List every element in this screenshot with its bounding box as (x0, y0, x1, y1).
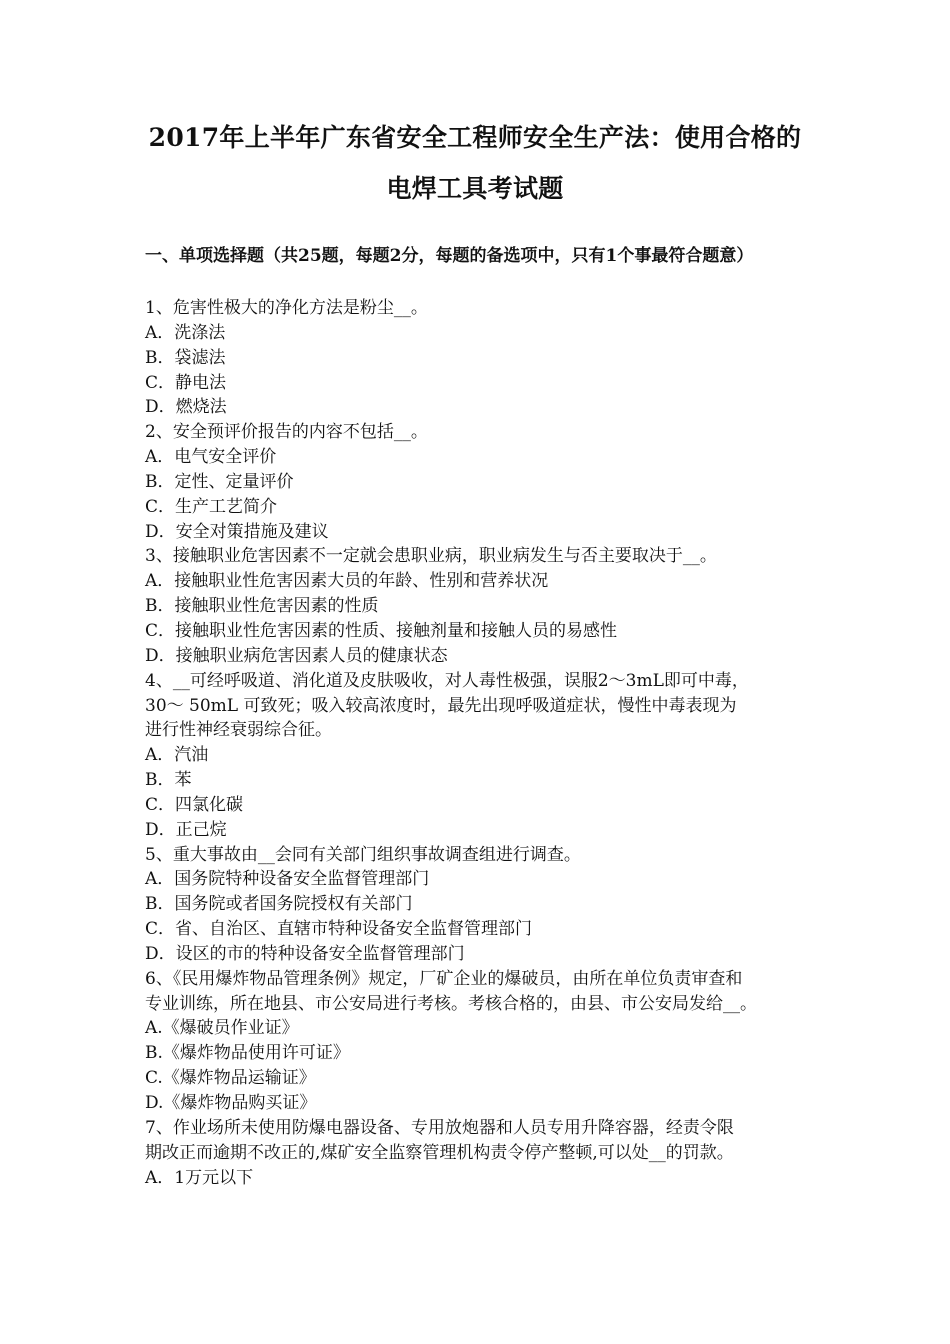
document-title (120, 112, 830, 214)
question-text: 30～ 50mL 可致死；吸入较高浓度时，最先出现呼吸道症状，慢性中毒表现为 (145, 695, 737, 716)
question-text: 7、作业场所未使用防爆电器设备、专用放炮器和人员专用升降容器，经责令限 (145, 1117, 734, 1138)
answer-option: D.《爆炸物品购买证》 (145, 1093, 317, 1113)
question-item (145, 669, 817, 843)
title-line-2: 电焊工具考试题 (386, 174, 564, 203)
answer-option: C.《爆炸物品运输证》 (145, 1068, 316, 1089)
question-text: 1、危害性极大的净化方法是粉尘__。 (145, 298, 428, 318)
question-text: 3、接触职业危害因素不一定就会患职业病，职业病发生与否主要取决于__。 (145, 546, 717, 567)
answer-option: B．接触职业性危害因素的性质 (145, 596, 379, 617)
title-line-1: 2017年上半年广东省安全工程师安全生产法：使用合格的 (148, 123, 802, 152)
answer-option: A．洗涤法 (145, 322, 226, 343)
question-item (145, 296, 817, 420)
answer-option: A．接触职业性危害因素大员的年龄、性别和营养状况 (145, 571, 549, 592)
answer-option: D．正己烷 (145, 819, 227, 840)
question-item (145, 1116, 817, 1191)
question-text: 期改正而逾期不改正的,煤矿安全监察管理机构责令停产整顿,可以处__的罚款。 (145, 1142, 734, 1163)
question-text: 5、重大事故由__会同有关部门组织事故调查组进行调查。 (145, 844, 581, 865)
question-item (145, 967, 817, 1116)
question-text: 2、安全预评价报告的内容不包括__。 (145, 422, 428, 443)
answer-option: B．苯 (145, 770, 192, 791)
answer-option: A．电气安全评价 (145, 447, 277, 468)
question-item (145, 420, 817, 544)
answer-option: B．定性、定量评价 (145, 471, 294, 492)
answer-option: A．汽油 (145, 745, 209, 766)
question-text: 进行性神经衰弱综合征。 (145, 720, 332, 741)
answer-option: A．1万元以下 (145, 1167, 254, 1188)
answer-option: B．国务院或者国务院授权有关部门 (145, 894, 413, 915)
question-text: 4、__可经呼吸道、消化道及皮肤吸收，对人毒性极强，误服2～3mL即可中毒， (145, 670, 749, 691)
question-item (145, 843, 817, 967)
question-text: 专业训练，所在地县、市公安局进行考核。考核合格的，由县、市公安局发给__。 (145, 993, 757, 1014)
answer-option: D．接触职业病危害因素人员的健康状态 (145, 645, 448, 666)
answer-option: C．省、自治区、直辖市特种设备安全监督管理部门 (145, 919, 533, 940)
answer-option: D．燃烧法 (145, 397, 227, 418)
answer-option: C．四氯化碳 (145, 794, 244, 815)
answer-option: A．国务院特种设备安全监督管理部门 (145, 869, 430, 890)
section-heading: 一、单项选择题（共25题，每题2分，每题的备选项中，只有1个事最符合题意） (145, 246, 754, 266)
answer-option: B.《爆炸物品使用许可证》 (145, 1043, 350, 1064)
answer-option: C．接触职业性危害因素的性质、接触剂量和接触人员的易感性 (145, 620, 618, 641)
answer-option: A.《爆破员作业证》 (145, 1018, 299, 1039)
answer-option: C．静电法 (145, 372, 227, 393)
answer-option: D．安全对策措施及建议 (145, 521, 329, 542)
question-text: 6、《民用爆炸物品管理条例》规定，厂矿企业的爆破员，由所在单位负责审查和 (145, 968, 743, 989)
question-item (145, 544, 817, 668)
answer-option: D．设区的市的特种设备安全监督管理部门 (145, 943, 465, 964)
answer-option: B．袋滤法 (145, 347, 226, 368)
question-list (145, 296, 817, 1190)
answer-option: C．生产工艺简介 (145, 496, 278, 517)
